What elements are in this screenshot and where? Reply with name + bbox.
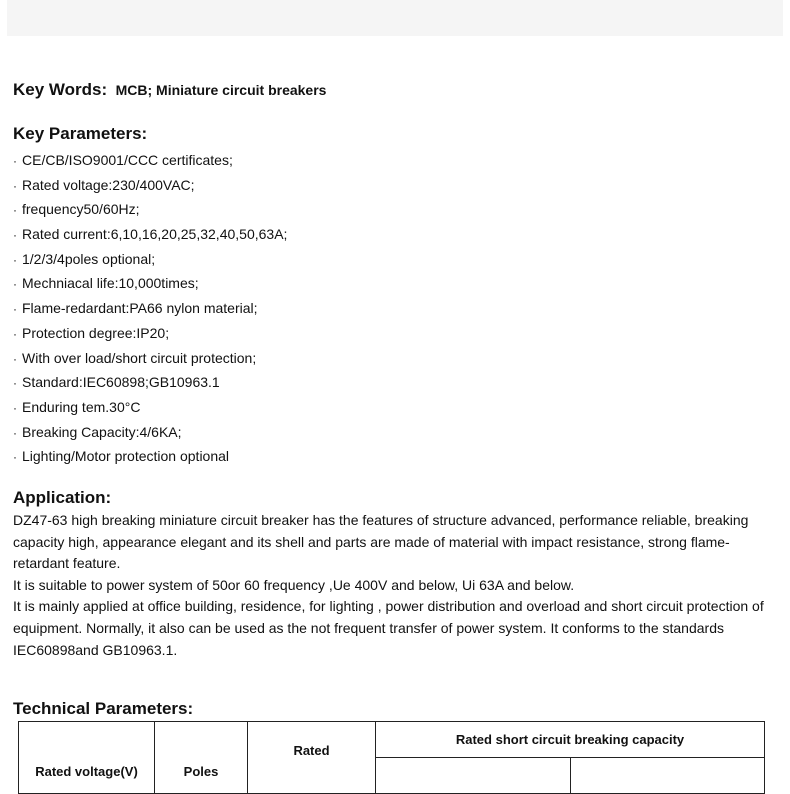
key-words-heading: Key Words: <box>13 80 108 99</box>
parameter-item: · With over load/short circuit protection; <box>13 349 257 366</box>
key-parameters-heading: Key Parameters: <box>13 124 148 143</box>
application-paragraph: It is mainly applied at office building, residence, for lighting , power distribution and overload and short circuit protection of equipment. Normally, it also can be used as the not frequent transfer of power system. It conforms to the standards IEC60898and GB10963.1. <box>13 598 764 658</box>
header-rated: Rated <box>248 722 376 794</box>
parameter-item: · Lighting/Motor protection optional <box>13 448 230 465</box>
key-parameters-list <box>13 148 287 469</box>
key-words <box>13 80 326 100</box>
application-paragraph: DZ47-63 high breaking miniature circuit breaker has the features of structure advanced, performance reliable, breaking capacity high, appearance elegant and its shell and parts are made of material with impact resistance, strong flame-retardant feature. <box>13 512 749 572</box>
header-rated-voltage: Rated voltage(V) <box>19 722 155 794</box>
header-poles: Poles <box>155 722 248 794</box>
application-heading: Application: <box>13 488 112 507</box>
parameter-item: · CE/CB/ISO9001/CCC certificates; <box>13 152 233 168</box>
parameter-item: · Rated current:6,10,16,20,25,32,40,50,63A; <box>13 226 288 243</box>
parameter-item: · Protection degree:IP20; <box>13 324 170 341</box>
parameter-item: · Breaking Capacity:4/6KA; <box>13 423 182 440</box>
subheader-cell <box>376 758 571 794</box>
application-text <box>13 510 773 661</box>
parameter-item: · frequency50/60Hz; <box>13 201 140 218</box>
application-paragraph: It is suitable to power system of 50or 60 frequency ,Ue 400V and below, Ui 63A and below. <box>13 576 575 593</box>
parameter-item: · Flame-redardant:PA66 nylon material; <box>13 300 258 317</box>
technical-parameters-heading: Technical Parameters: <box>13 699 194 718</box>
parameter-item: · 1/2/3/4poles optional; <box>13 250 156 267</box>
technical-parameters-table <box>18 721 764 781</box>
parameter-item: · Enduring tem.30°C <box>13 398 141 415</box>
top-bar <box>7 0 783 36</box>
subheader-cell <box>571 758 765 794</box>
parameter-item: · Mechniacal life:10,000times; <box>13 275 199 292</box>
parameter-item: · Rated voltage:230/400VAC; <box>13 176 195 193</box>
parameter-item: · Standard:IEC60898;GB10963.1 <box>13 374 220 391</box>
key-words-value: MCB; Miniature circuit breakers <box>115 82 327 98</box>
header-breaking-capacity: Rated short circuit breaking capacity <box>376 722 765 758</box>
